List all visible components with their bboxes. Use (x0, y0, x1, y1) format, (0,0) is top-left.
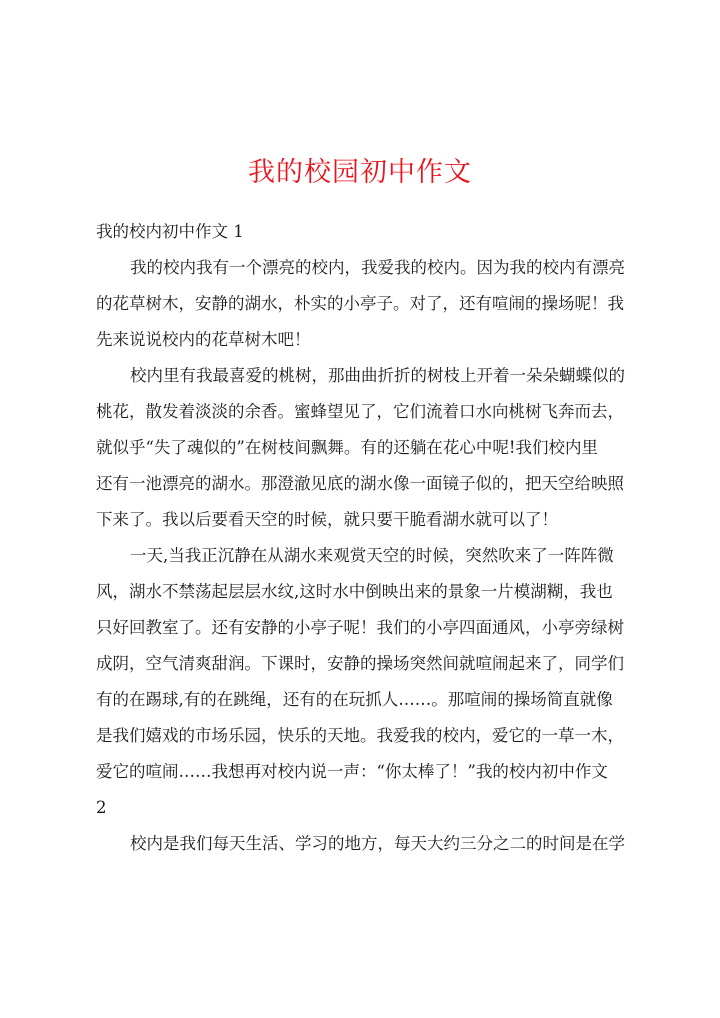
text-line: 校内里有我最喜爱的桃树，那曲曲折折的树枝上开着一朵朵蝴蝶似的 (130, 366, 625, 385)
text-line: 有的在踢球,有的在跳绳，还有的在玩抓人……。那喧闹的操场简直就像 (96, 690, 613, 709)
text-line: 还有一池漂亮的湖水。那澄澈见底的湖水像一面镜子似的，把天空给映照 (96, 474, 624, 493)
text-line: 先来说说校内的花草树木吧！ (96, 330, 311, 349)
text-line: 就似乎“失了魂似的”在树枝间飘舞。有的还躺在花心中呢!我们校内里 (96, 438, 599, 457)
text-line: 只好回教室了。还有安静的小亭子呢！我们的小亭四面通风，小亭旁绿树 (96, 618, 624, 637)
text-line: 风，湖水不禁荡起层层水纹,这时水中倒映出来的景象一片模湖糊，我也 (96, 582, 613, 601)
text-line: 我的校内初中作文 1 (96, 222, 244, 241)
document-body (96, 214, 636, 862)
document-title: 我的校园初中作文 (248, 157, 472, 188)
text-line: 成阴，空气清爽甜润。下课时，安静的操场突然间就喧闹起来了，同学们 (96, 654, 624, 673)
text-line: 下来了。我以后要看天空的时候，就只要干脆看湖水就可以了！ (96, 510, 558, 529)
text-line: 桃花，散发着淡淡的余香。蜜蜂望见了，它们流着口水向桃树飞奔而去， (96, 402, 624, 421)
text-line: 我的校内我有一个漂亮的校内，我爱我的校内。因为我的校内有漂亮 (130, 258, 625, 277)
text-line: 2 (96, 798, 107, 817)
text-line: 一天,当我正沉静在从湖水来观赏天空的时候，突然吹来了一阵阵微 (130, 546, 614, 565)
text-line: 校内是我们每天生活、学习的地方，每天大约三分之二的时间是在学 (130, 834, 625, 853)
text-line: 是我们嬉戏的市场乐园，快乐的天地。我爱我的校内，爱它的一草一木， (96, 726, 624, 745)
text-line: 的花草树木，安静的湖水，朴实的小亭子。对了，还有喧闹的操场呢！我 (96, 294, 624, 313)
text-line: 爱它的喧闹……我想再对校内说一声：“你太棒了！”我的校内初中作文 (96, 762, 608, 781)
